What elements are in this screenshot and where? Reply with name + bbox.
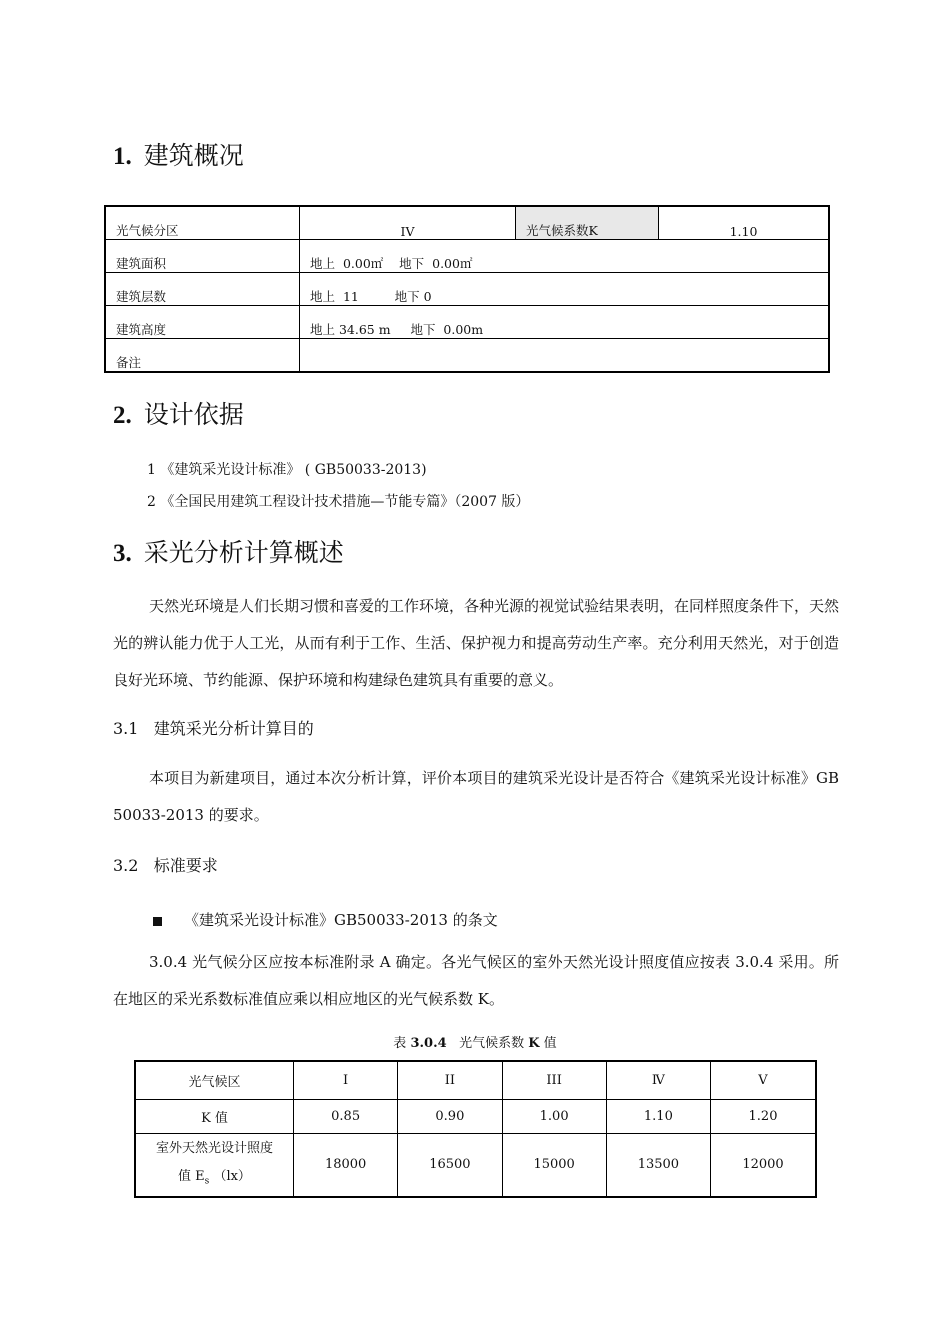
table-cell: 地上 34.65 m 地下 0.00m [300,306,830,339]
section-1-heading [113,136,244,172]
standard-bullet [153,909,498,930]
table-header-cell: V [711,1061,817,1099]
subsection-title: 建筑采光分析计算目的 [153,719,314,738]
table-cell: 建筑高度 [105,306,300,339]
table-cell: 16500 [398,1133,502,1197]
section-number: 1. [113,143,132,170]
light-climate-table [134,1060,817,1198]
table-row [135,1099,816,1133]
table-cell: 1.00 [502,1099,606,1133]
table-row [105,240,829,273]
table-cell: 光气候系数K [516,206,659,240]
table-cell: 建筑面积 [105,240,300,273]
subsection-3-1 [113,716,314,739]
subsection-number: 3.1 [113,719,139,738]
table-row [135,1061,816,1099]
table-row [105,273,829,306]
table-cell: 地上 0.00㎡ 地下 0.00㎡ [300,240,830,273]
intro-paragraph: 天然光环境是人们长期习惯和喜爱的工作环境，各种光源的视觉试验结果表明，在同样照度条件下，天然光的辨认能力优于人工光，从而有利于工作、生活、保护视力和提高劳动生产率。充分利用天然光，对于创造良好光环境、节约能源、保护环境和构建绿色建筑具有重要的意义。 [113,597,840,689]
bullet-text: 《建筑采光设计标准》GB50033-2013 的条文 [184,911,498,929]
basis-item: 1 《建筑采光设计标准》 ( GB50033-2013) [147,462,427,478]
table-row [105,306,829,339]
table-cell: 0.90 [398,1099,502,1133]
building-overview-table [104,205,830,373]
table-cell [300,339,830,373]
table-cell: 建筑层数 [105,273,300,306]
table-header-cell: 光气候区 [135,1061,294,1099]
purpose-paragraph: 本项目为新建项目，通过本次分析计算，评价本项目的建筑采光设计是否符合《建筑采光设计标准》GB 50033-2013 的要求。 [113,769,839,824]
table-cell: 地上 11 地下 0 [300,273,830,306]
section-2-heading [113,395,244,431]
table-header-cell: Ⅳ [606,1061,710,1099]
table-caption: 表 3.0.4 光气候系数 K 值 [393,1036,557,1051]
table-header-cell: III [502,1061,606,1099]
table-cell: 18000 [294,1133,398,1197]
subsection-number: 3.2 [113,856,139,875]
section-title: 设计依据 [143,400,244,429]
table-cell: K 值 [135,1099,294,1133]
table-cell: 光气候分区 [105,206,300,240]
table-row [135,1133,816,1197]
section-title: 建筑概况 [143,141,244,170]
table-header-cell: I [294,1061,398,1099]
basis-item: 2 《全国民用建筑工程设计技术措施—节能专篇》（2007 版） [147,494,530,510]
table-cell: 12000 [711,1133,817,1197]
table-header-cell: II [398,1061,502,1099]
square-bullet-icon [153,917,162,926]
section-number: 3. [113,540,132,567]
table-cell: 1.20 [711,1099,817,1133]
table-row [105,206,829,240]
table-cell: IV [300,206,516,240]
table-cell: 0.85 [294,1099,398,1133]
section-number: 2. [113,402,132,429]
subsection-title: 标准要求 [153,856,218,875]
table-cell: 备注 [105,339,300,373]
table-row [105,339,829,373]
table-cell: 1.10 [659,206,830,240]
table-cell: 15000 [502,1133,606,1197]
table-cell: 13500 [606,1133,710,1197]
subsection-3-2 [113,853,218,876]
section-3-heading [113,533,344,569]
table-cell: 1.10 [606,1099,710,1133]
clause-paragraph: 3.0.4 光气候分区应按本标准附录 A 确定。各光气候区的室外天然光设计照度值应按表 3.0.4 采用。所在地区的采光系数标准值应乘以相应地区的光气候系数 K。 [113,953,839,1008]
table-cell: 室外天然光设计照度 值 $E_s$ （lx） [135,1133,294,1197]
section-title: 采光分析计算概述 [143,538,344,567]
